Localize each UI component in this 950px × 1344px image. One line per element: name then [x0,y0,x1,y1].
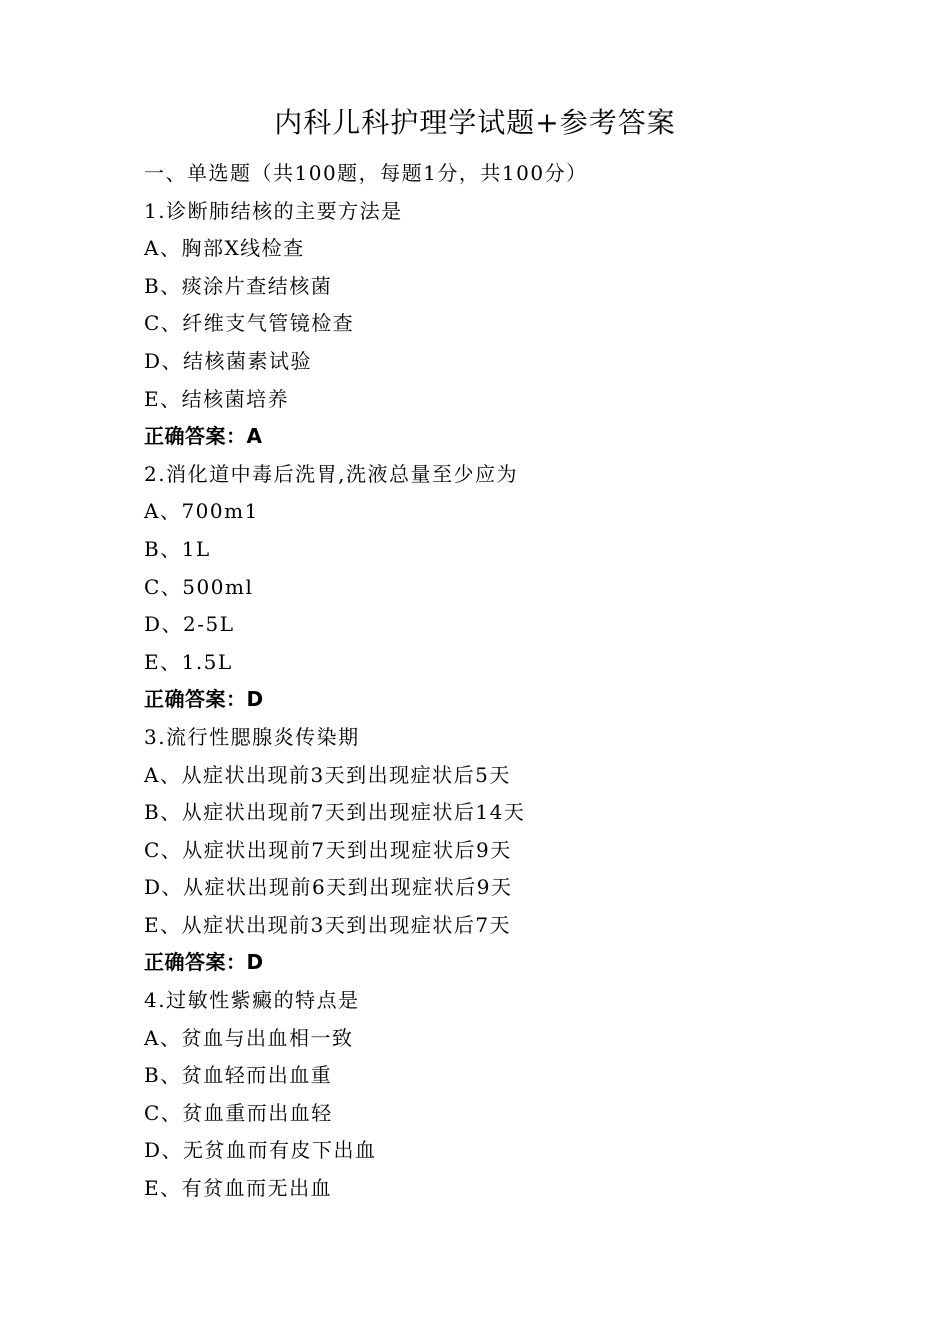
document-title: 内科儿科护理学试题+参考答案 [274,106,676,139]
option-c: C、从症状出现前7天到出现症状后9天 [144,837,512,862]
option-a: A、贫血与出血相一致 [144,1025,354,1050]
option-e: E、1.5L [144,649,233,674]
option-b: B、1L [144,536,211,561]
question-2 [144,456,864,719]
question-1 [144,193,864,456]
option-e: E、从症状出现前3天到出现症状后7天 [144,912,512,937]
option-d: D、从症状出现前6天到出现症状后9天 [144,875,513,900]
correct-answer: 正确答案：A [144,424,263,449]
option-c: C、500ml [144,574,254,599]
question-3 [144,719,864,982]
question-stem: 4.过敏性紫癜的特点是 [144,988,360,1013]
question-stem: 3.流行性腮腺炎传染期 [144,724,360,749]
question-stem: 2.消化道中毒后洗胃,洗液总量至少应为 [144,461,518,486]
option-b: B、从症状出现前7天到出现症状后14天 [144,800,526,825]
section-heading: 一、单选题（共100题，每题1分，共100分） [144,161,588,185]
option-d: D、2-5L [144,612,235,637]
option-e: E、结核菌培养 [144,386,290,411]
option-b: B、贫血轻而出血重 [144,1063,333,1088]
correct-answer: 正确答案：D [144,687,264,712]
question-4 [144,982,864,1208]
option-a: A、胸部X线检查 [144,236,305,261]
option-e: E、有贫血而无出血 [144,1176,333,1201]
option-a: A、700m1 [144,499,259,524]
option-d: D、无贫血而有皮下出血 [144,1138,377,1163]
option-b: B、痰涂片查结核菌 [144,273,333,298]
correct-answer: 正确答案：D [144,950,264,975]
document-body [144,155,864,1208]
option-a: A、从症状出现前3天到出现症状后5天 [144,762,511,787]
option-d: D、结核菌素试验 [144,348,313,373]
question-stem: 1.诊断肺结核的主要方法是 [144,198,403,223]
option-c: C、贫血重而出血轻 [144,1100,333,1125]
option-c: C、纤维支气管镜检查 [144,311,355,336]
